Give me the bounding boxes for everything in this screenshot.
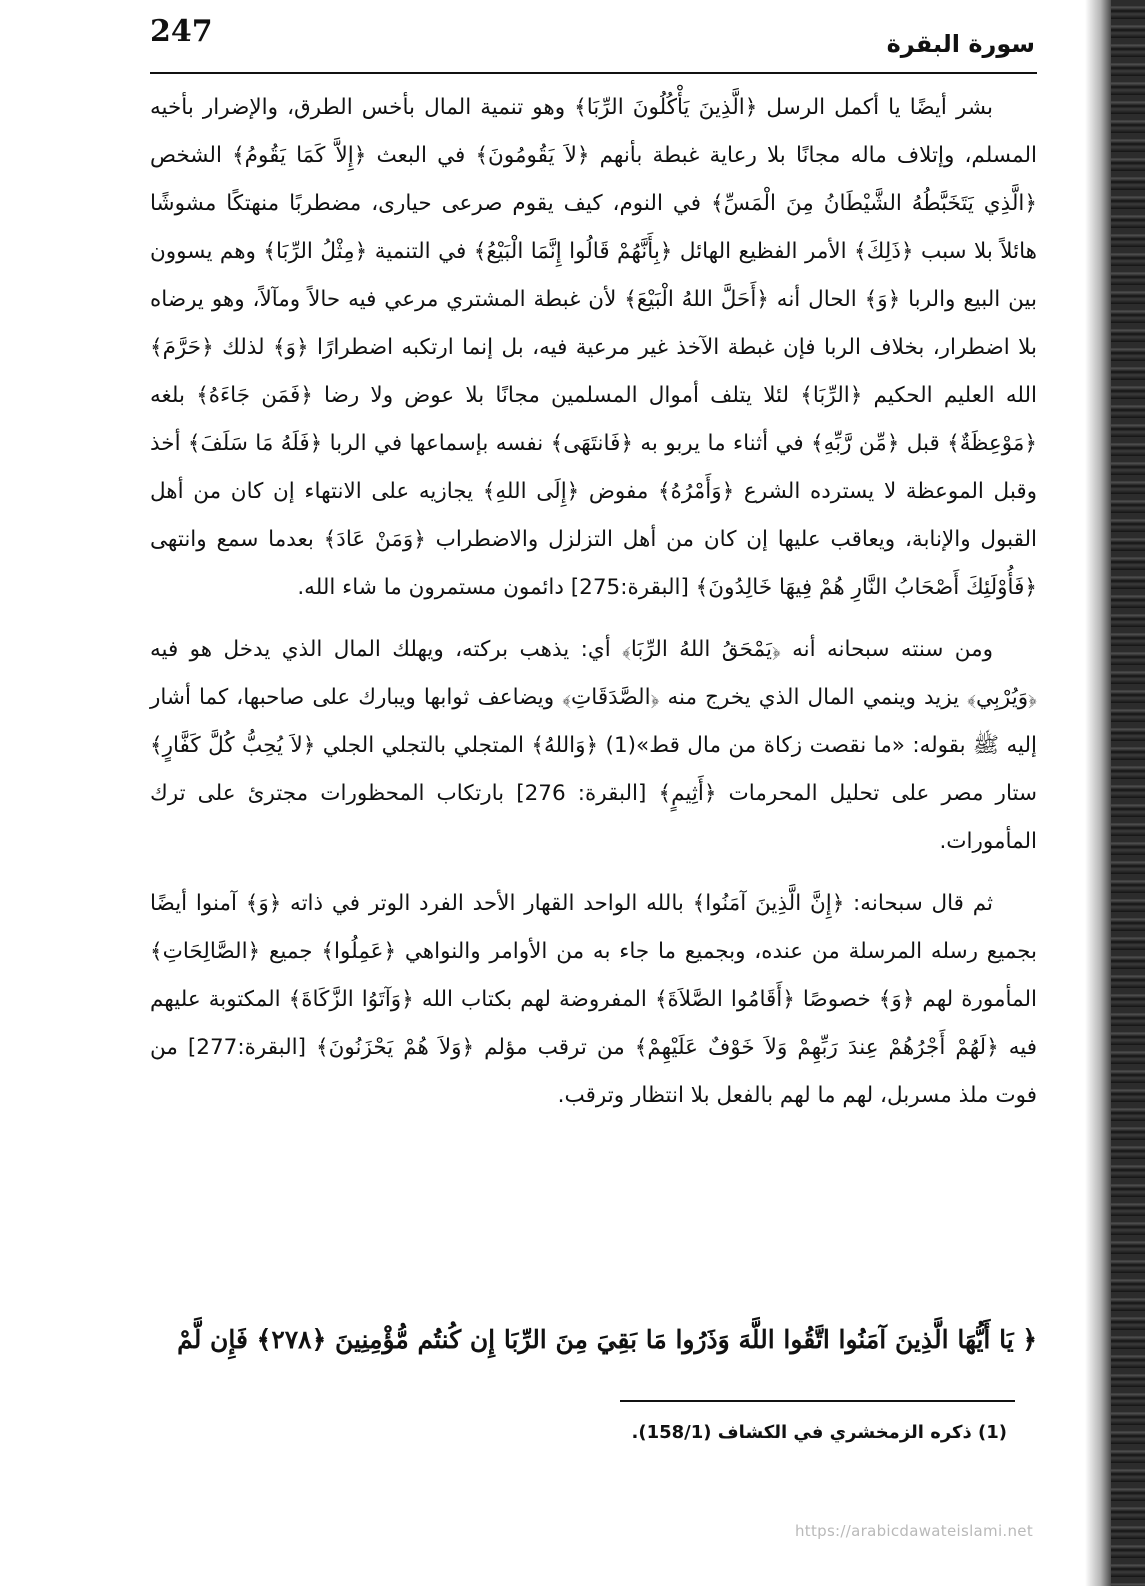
footnote: (1) ذكره الزمخشري في الكشاف (158/1). bbox=[631, 1422, 1007, 1443]
page-number: 247 bbox=[150, 14, 213, 49]
paragraph: ثم قال سبحانه: ﴿إِنَّ الَّذِينَ آمَنُوا﴾ بالله الواحد القهار الأحد الفرد الوتر في ذاته ﴿وَ﴾ آمنوا أيضًا بجميع رسله المرسلة من عنده، وبجميع ما جاء به من الأوامر والنواهي ﴿عَمِلُوا﴾ جميع ﴿الصَّالِحَاتِ﴾ المأمورة لهم ﴿وَ﴾ خصوصًا ﴿أَقَامُوا الصَّلاَةَ﴾ المفروضة لهم بكتاب الله ﴿وَآتَوُا الزَّكَاةَ﴾ المكتوبة عليهم فيه ﴿لَهُمْ أَجْرُهُمْ عِندَ رَبِّهِمْ وَلاَ خَوْفٌ عَلَيْهِمْ﴾ من ترقب مؤلم ﴿وَلاَ هُمْ يَحْزَنُونَ﴾ [البقرة:277] من فوت ملذ مسربل، لهم ما لهم بالفعل بلا انتظار وترقب. bbox=[150, 891, 1037, 1108]
watermark: https://arabicdawateislami.net bbox=[794, 1522, 1033, 1540]
main-text bbox=[150, 84, 1037, 1134]
surah-title: سورة البقرة bbox=[886, 30, 1035, 58]
binding-shadow bbox=[1085, 0, 1111, 1586]
footnote-divider bbox=[620, 1400, 1015, 1402]
header-divider bbox=[150, 72, 1037, 74]
quran-verse-line: ﴿ يَا أَيُّهَا الَّذِينَ آمَنُوا اتَّقُوا اللَّهَ وَذَرُوا مَا بَقِيَ مِنَ الرِّبَا إِن كُنتُم مُّؤْمِنِينَ ﴿٢٧٨﴾ فَإِن لَّمْ bbox=[177, 1325, 1037, 1354]
paragraph: ومن سنته سبحانه أنه ﴿يَمْحَقُ اللهُ الرِّبَا﴾ أي: يذهب بركته، ويهلك المال الذي يدخل هو فيه ﴿وَيُرْبِي﴾ يزيد وينمي المال الذي يخرج منه ﴿الصَّدَقَاتِ﴾ ويضاعف ثوابها ويبارك على صاحبها، كما أشار إليه ﷺ بقوله: «ما نقصت زكاة من مال قط»(1) ﴿وَاللهُ﴾ المتجلي بالتجلي الجلي ﴿لاَ يُحِبُّ كُلَّ كَفَّارٍ﴾ ستار مصر على تحليل المحرمات ﴿أَثِيمٍ﴾ [البقرة: 276] بارتكاب المحظورات مجترئ على ترك المأمورات. bbox=[150, 637, 1038, 854]
paragraph: بشر أيضًا يا أكمل الرسل ﴿الَّذِينَ يَأْكُلُونَ الرِّبَا﴾ وهو تنمية المال بأخس الطرق، والإضرار بأخيه المسلم، وإتلاف ماله مجانًا بلا رعاية غبطة بأنهم ﴿لاَ يَقُومُونَ﴾ في البعث ﴿إِلاَّ كَمَا يَقُومُ﴾ الشخص ﴿الَّذِي يَتَخَبَّطُهُ الشَّيْطَانُ مِنَ الْمَسِّ﴾ في النوم، كيف يقوم صرعى حيارى، مضطربًا منهتكًا مشوشًا هائلاً بلا سبب ﴿ذَلِكَ﴾ الأمر الفظيع الهائل ﴿بِأَنَّهُمْ قَالُوا إِنَّمَا الْبَيْعُ﴾ في التنمية ﴿مِثْلُ الرِّبَا﴾ وهم يسوون بين البيع والربا ﴿وَ﴾ الحال أنه ﴿أَحَلَّ اللهُ الْبَيْعَ﴾ لأن غبطة المشتري مرعي فيه حالاً ومآلاً، وهو يرضاه بلا اضطرار، بخلاف الربا فإن غبطة الآخذ غير مرعية فيه، بل إنما ارتكبه اضطرارًا ﴿وَ﴾ لذلك ﴿حَرَّمَ﴾ الله العليم الحكيم ﴿الرِّبَا﴾ لئلا يتلف أموال المسلمين مجانًا بلا عوض ولا رضا ﴿فَمَن جَاءَهُ﴾ بلغه ﴿مَوْعِظَةٌ﴾ قبل ﴿مِّن رَّبِّهِ﴾ في أثناء ما يربو به ﴿فَانتَهَى﴾ نفسه بإسماعها في الربا ﴿فَلَهُ مَا سَلَفَ﴾ أخذ وقبل الموعظة لا يسترده الشرع ﴿وَأَمْرُهُ﴾ مفوض ﴿إِلَى اللهِ﴾ يجازيه على الانتهاء إن كان من أهل القبول والإنابة، ويعاقب عليها إن كان من أهل التزلزل والاضطراب ﴿وَمَنْ عَادَ﴾ بعدما سمع وانتهى ﴿فَأُوْلَئِكَ أَصْحَابُ النَّارِ هُمْ فِيهَا خَالِدُونَ﴾ [البقرة:275] دائمون مستمرون ما شاء الله. bbox=[150, 95, 1037, 600]
binding-edge bbox=[1111, 0, 1145, 1586]
